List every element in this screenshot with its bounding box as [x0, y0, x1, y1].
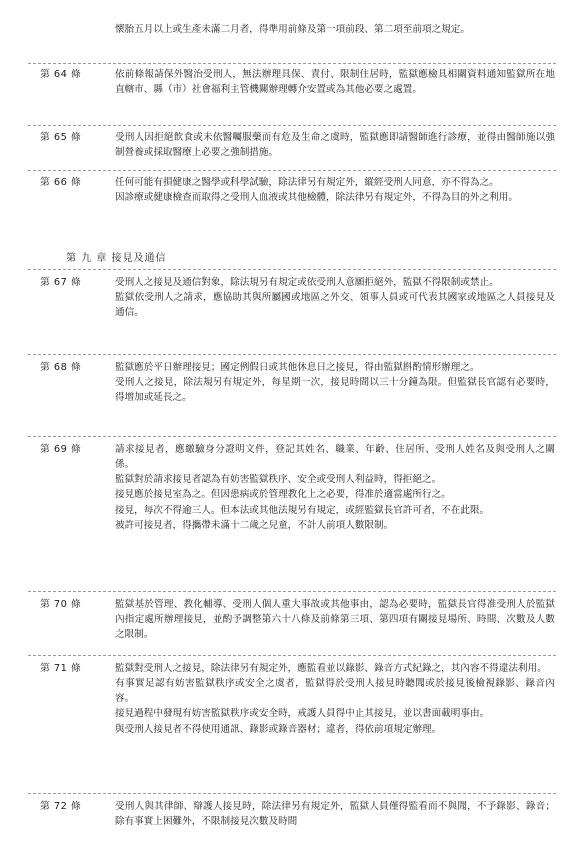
article-paragraph: 與受刑人接見者不得使用通訊、錄影或錄音器材；違者，得依前項規定辦理。 [115, 723, 442, 735]
article-text [115, 130, 555, 160]
article-number: 第 66 條 [40, 177, 82, 188]
article-number: 第 64 條 [40, 69, 82, 80]
divider [28, 793, 556, 794]
article-number: 第 65 條 [40, 132, 82, 143]
divider [28, 436, 556, 437]
divider [28, 269, 556, 270]
divider [28, 63, 556, 64]
article-number: 第 70 條 [40, 599, 82, 610]
article-text [115, 442, 555, 533]
article-paragraph: 有事實足認有妨害監獄秩序或安全之虞者，監獄得於受刑人接見時聽聞或於接見後檢視錄影、錄音內容。 [115, 678, 555, 705]
article-paragraph: 接見，每次不得逾三人。但本法或其他法規另有規定，或經監獄長官許可者，不在此限。 [115, 504, 490, 516]
divider [28, 170, 556, 171]
divider [28, 125, 556, 126]
divider [28, 655, 556, 656]
article-paragraph: 受刑人與其律師、辯護人接見時，除法律另有規定外，監獄人員僅得監看而不與聞，不予錄影、錄音；除有事實上困難外，不限制接見次數及時間 [115, 801, 555, 828]
article-paragraph: 任何可能有損健康之醫學或科學試驗，除法律另有規定外，縱經受刑人同意，亦不得為之。 [115, 177, 499, 188]
article-paragraph: 監獄對於請求接見者認為有妨害監獄秩序、安全或受刑人利益時，得拒絕之。 [115, 474, 442, 486]
article-text [115, 799, 555, 829]
article-paragraph: 監獄對受刑人之接見，除法律另有規定外，應監看並以錄影、錄音方式紀錄之，其內容不得違法利用。 [115, 663, 547, 674]
divider [28, 591, 556, 592]
article-paragraph: 懷胎五月以上或生產未滿二月者，得準用前條及第一項前段、第二項至前項之規定。 [115, 24, 470, 35]
article-paragraph: 監獄應於平日辦理接見；國定例假日或其他休息日之接見，得由監獄斟酌情形辦理之。 [115, 362, 480, 373]
article-text [115, 275, 555, 320]
article-paragraph: 接見過程中發現有妨害監獄秩序或安全時，戒護人員得中止其接見，並以書面載明事由。 [115, 708, 490, 720]
article-text [115, 597, 555, 642]
article-text [115, 360, 555, 405]
article-text [115, 661, 555, 737]
article-text [115, 22, 555, 37]
article-paragraph: 被許可接見者，得攜帶未滿十二歲之兒童，不計人前項人數限制。 [115, 519, 394, 531]
article-paragraph: 監獄依受刑人之請求，應協助其與所屬國或地區之外交、領事人員或可代表其國家或地區之人員接見及通信。 [115, 292, 555, 319]
article-paragraph: 受刑人之接見，除法規另有規定外，每星期一次，接見時間以三十分鐘為限。但監獄長官認有必要時，得增加或延長之。 [115, 377, 555, 404]
divider [28, 354, 556, 355]
article-paragraph: 請求接見者，應繳驗身分證明文件，登記其姓名、職業、年齡、住居所、受刑人姓名及與受刑人之關係。 [115, 444, 555, 471]
article-paragraph: 接見應於接見室為之。但因患病或於管理教化上之必要，得准於適當處所行之。 [115, 489, 451, 501]
article-number: 第 71 條 [40, 663, 82, 674]
article-number: 第 69 條 [40, 444, 82, 455]
article-text [115, 67, 555, 97]
article-paragraph: 因診療或健康檢查而取得之受刑人血液或其他檢體，除法律另有規定外，不得為目的外之利用。 [115, 192, 518, 204]
article-paragraph: 依前條報請保外醫治受刑人，無法辦理具保、責付、限制住居時，監獄應檢具相關資料通知監獄所在地直轄市、縣（市）社會福利主管機關辦理轉介安置或為其他必要之處置。 [115, 69, 555, 96]
article-text [115, 175, 555, 205]
article-paragraph: 受刑人之接見及通信對象，除法規另有規定或依受刑人意願拒絕外，監獄不得限制或禁止。 [115, 277, 499, 288]
chapter-heading: 第 九 章 接見及通信 [66, 253, 167, 264]
article-paragraph: 受刑人因拒絕飲食或未依醫囑服藥而有危及生命之虞時，監獄應即請醫師進行診療，並得由醫師施以強制營養或採取醫療上必要之強制措施。 [115, 132, 555, 159]
article-paragraph: 監獄基於管理、教化輔導、受刑人個人重大事故或其他事由，認為必要時，監獄長官得准受刑人於監獄內指定處所辦理接見，並酌予調整第六十八條及前條第三項、第四項有關接見場所、時間、次數及人數之限制。 [115, 599, 555, 641]
article-number: 第 67 條 [40, 277, 82, 288]
article-number: 第 72 條 [40, 801, 82, 812]
article-number: 第 68 條 [40, 362, 82, 373]
